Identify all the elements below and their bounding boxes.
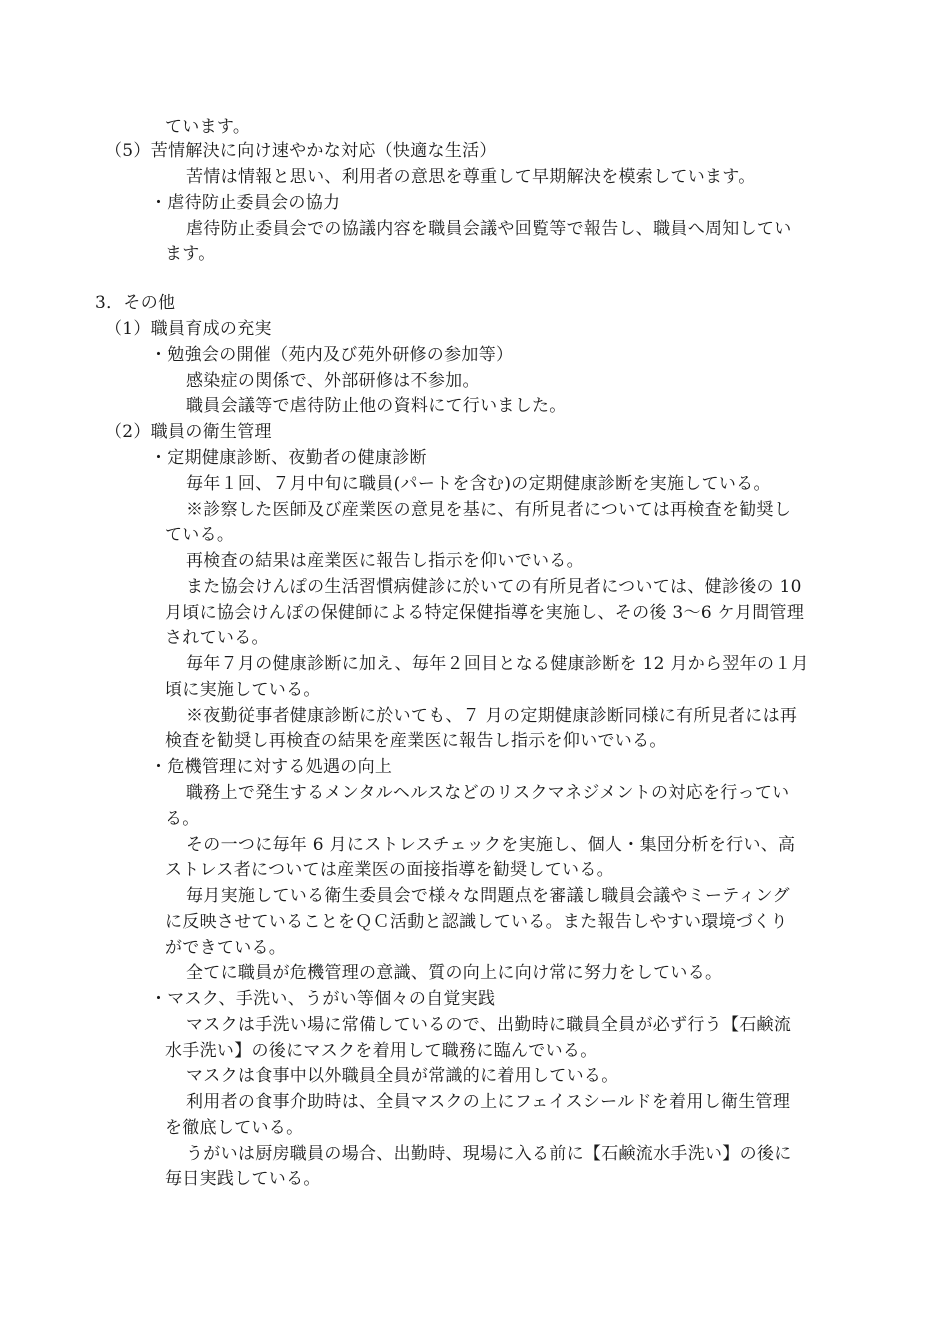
text-line: ※夜勤従事者健康診断に於いても、７ 月の定期健康診断同様に有所見者には再 bbox=[186, 706, 798, 726]
text-line: 全てに職員が危機管理の意識、質の向上に向け常に努力をしている。 bbox=[186, 963, 723, 983]
text-line: 苦情は情報と思い、利用者の意思を尊重して早期解決を模索しています。 bbox=[186, 167, 756, 187]
text-line: ています。 bbox=[165, 117, 251, 137]
text-line: ている。 bbox=[165, 525, 235, 545]
text-line: その一つに毎年 6 月にストレスチェックを実施し、個人・集団分析を行い、高 bbox=[186, 835, 796, 855]
bullet-heading: ・虐待防止委員会の協力 bbox=[150, 193, 341, 213]
text-line: 職員会議等で虐待防止他の資料にて行いました。 bbox=[186, 396, 567, 416]
text-line: 水手洗い】の後にマスクを着用して職務に臨んでいる。 bbox=[165, 1041, 598, 1061]
text-line: 月頃に協会けんぽの保健師による特定保健指導を実施し、その後 3〜6 ケ月間管理 bbox=[165, 603, 805, 623]
text-line: されている。 bbox=[165, 628, 269, 648]
text-line: 毎日実践している。 bbox=[165, 1169, 321, 1189]
text-line: 毎月実施している衛生委員会で様々な問題点を審議し職員会議やミーティング bbox=[186, 886, 790, 906]
bullet-heading: ・マスク、手洗い、うがい等個々の自覚実践 bbox=[150, 989, 496, 1009]
text-line: 利用者の食事介助時は、全員マスクの上にフェイスシールドを着用し衛生管理 bbox=[186, 1092, 791, 1112]
text-line: また協会けんぽの生活習慣病健診に於いての有所見者については、健診後の 10 bbox=[186, 577, 802, 597]
text-line: ストレス者については産業医の面接指導を勧奨している。 bbox=[165, 860, 614, 880]
text-line: 感染症の関係で、外部研修は不参加。 bbox=[186, 371, 480, 391]
section-heading: （1）職員育成の充実 bbox=[105, 319, 272, 339]
chapter-heading: 3．その他 bbox=[95, 293, 176, 313]
text-line: に反映させていることをＱＣ活動と認識している。また報告しやすい環境づくり bbox=[165, 912, 788, 932]
section-heading: （5）苦情解決に向け速やかな対応（快適な生活） bbox=[105, 141, 497, 161]
bullet-heading: ・危機管理に対する処遇の向上 bbox=[150, 757, 393, 777]
text-line: マスクは手洗い場に常備しているので、出勤時に職員全員が必ず行う【石鹸流 bbox=[186, 1015, 792, 1035]
text-line: ます。 bbox=[165, 244, 216, 264]
text-line: マスクは食事中以外職員全員が常識的に着用している。 bbox=[186, 1066, 619, 1086]
text-line: 再検査の結果は産業医に報告し指示を仰いでいる。 bbox=[186, 551, 584, 571]
text-line: ※診察した医師及び産業医の意見を基に、有所見者については再検査を勧奨し bbox=[186, 500, 792, 520]
text-line: 毎年１回、７月中旬に職員(パートを含む)の定期健康診断を実施している。 bbox=[186, 474, 771, 494]
bullet-heading: ・勉強会の開催（苑内及び苑外研修の参加等） bbox=[150, 345, 514, 365]
text-line: 頃に実施している。 bbox=[165, 680, 321, 700]
text-line: 職務上で発生するメンタルヘルスなどのリスクマネジメントの対応を行ってい bbox=[186, 783, 790, 803]
text-line: を徹底している。 bbox=[165, 1118, 304, 1138]
bullet-heading: ・定期健康診断、夜勤者の健康診断 bbox=[150, 448, 427, 468]
section-heading: （2）職員の衛生管理 bbox=[105, 422, 272, 442]
text-line: 毎年７月の健康診断に加え、毎年２回目となる健康診断を 12 月から翌年の１月 bbox=[186, 654, 809, 674]
text-line: る。 bbox=[165, 809, 200, 829]
text-line: 検査を勧奨し再検査の結果を産業医に報告し指示を仰いでいる。 bbox=[165, 731, 667, 751]
text-line: ができている。 bbox=[165, 938, 287, 958]
text-line: うがいは厨房職員の場合、出勤時、現場に入る前に【石鹸流水手洗い】の後に bbox=[186, 1144, 792, 1164]
text-line: 虐待防止委員会での協議内容を職員会議や回覧等で報告し、職員へ周知してい bbox=[186, 219, 792, 239]
